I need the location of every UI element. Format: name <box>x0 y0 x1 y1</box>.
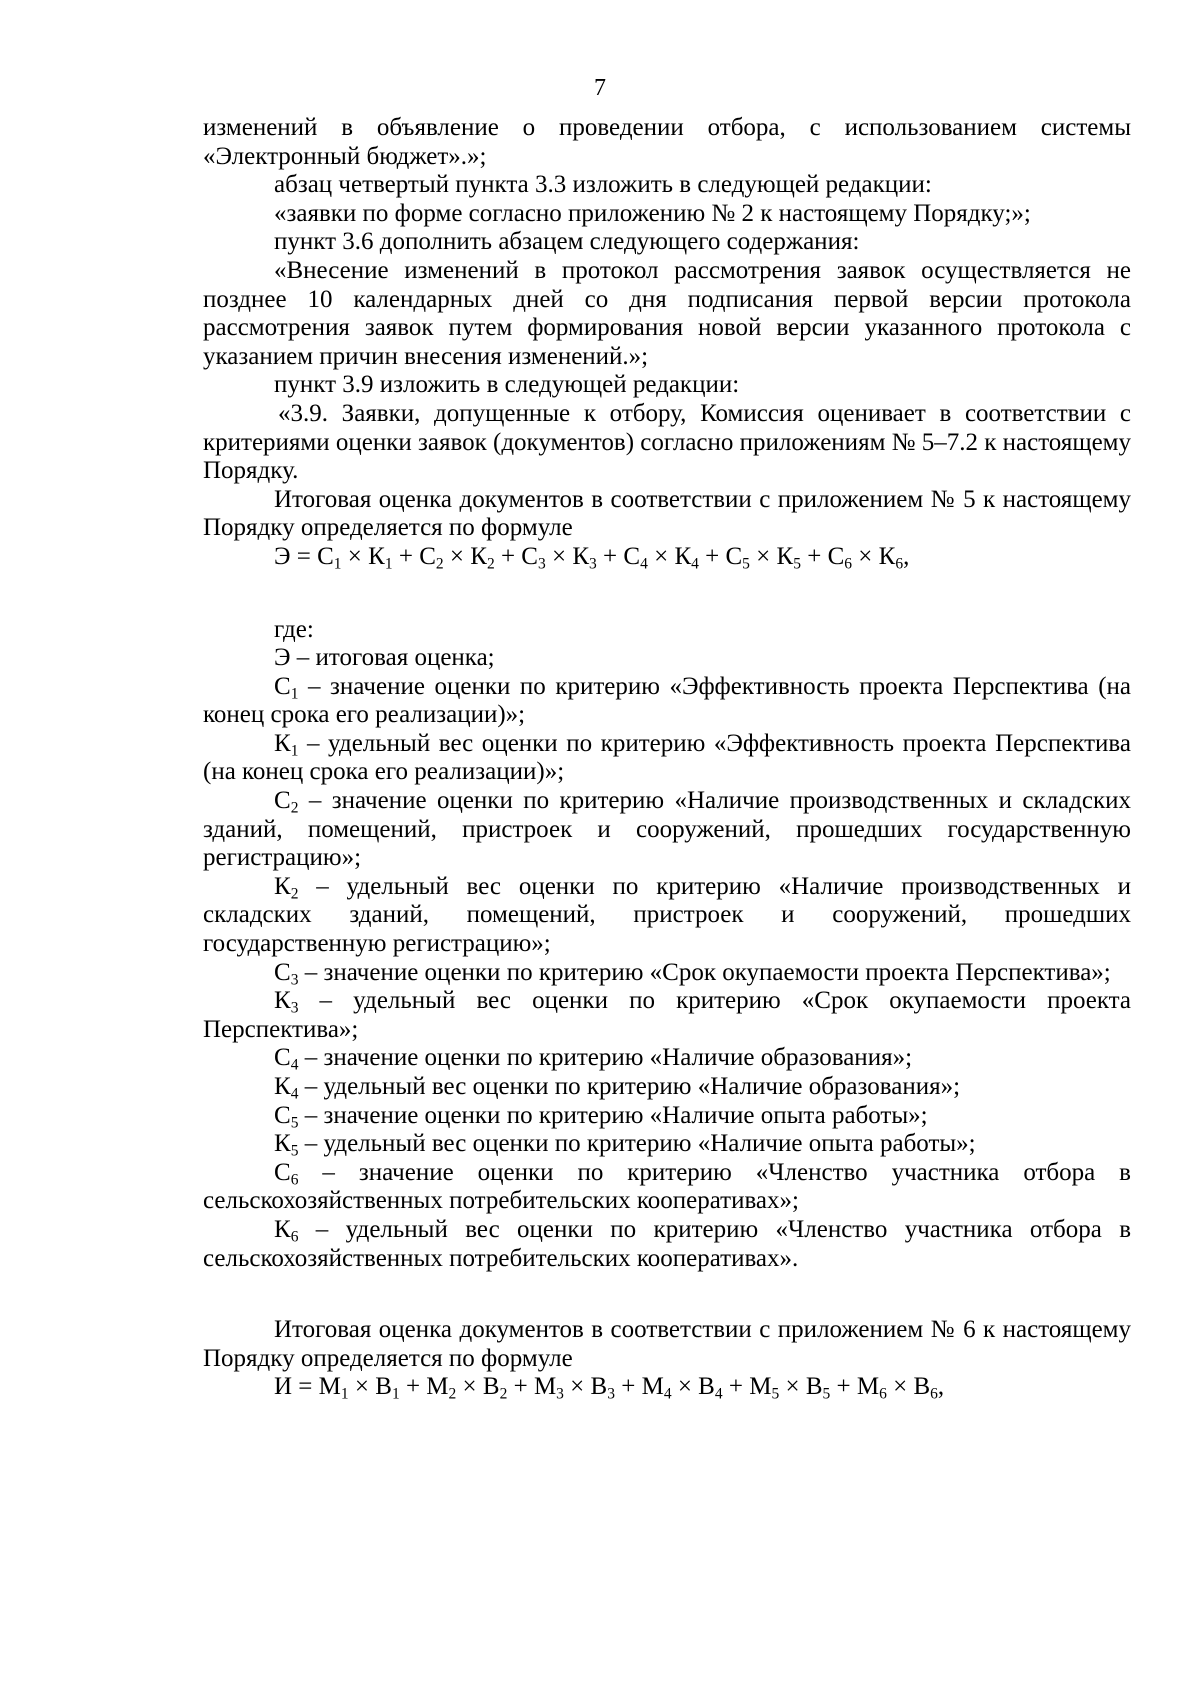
formula-symbol: С <box>317 542 334 570</box>
formula-symbol: К <box>878 542 896 570</box>
definition-text: – удельный вес оценки по критерию «Наличие опыта работы»; <box>298 1130 976 1158</box>
formula-symbol: В <box>590 1373 608 1401</box>
definition-text: – удельный вес оценки по критерию «Наличие образования»; <box>298 1073 961 1100</box>
definition-text: – удельный вес оценки по критерию «Наличие производственных и складских зданий, помещений, пристроек и сооружений, прошедших государственную регистрацию»; <box>203 872 1131 958</box>
definition-index: 3 <box>290 970 299 988</box>
formula-operator: + <box>698 542 726 570</box>
formula-symbol: К <box>470 542 487 570</box>
formula-symbol: К <box>776 542 794 570</box>
formula-operator: + <box>494 542 522 570</box>
definition-item <box>203 787 1131 873</box>
definition-text: – значение оценки по критерию «Срок окупаемости проекта Перспектива»; <box>298 958 1111 986</box>
formula-total-score-e <box>203 543 1131 572</box>
formula-symbol: М <box>533 1373 557 1401</box>
formula-symbol: М <box>749 1373 772 1401</box>
definition-symbol: К <box>274 987 291 1015</box>
formula-symbol: М <box>426 1373 449 1401</box>
formula-operator: × <box>545 542 573 570</box>
formula-index: 2 <box>486 555 495 573</box>
definition-item <box>203 1130 1131 1159</box>
definition-index: 3 <box>290 999 299 1017</box>
formula-symbol: В <box>698 1373 715 1401</box>
definition-symbol: Э <box>274 644 291 672</box>
definition-text: – итоговая оценка; <box>290 644 495 672</box>
formula-operator: + <box>596 542 624 570</box>
formula-lhs: И = <box>274 1373 319 1401</box>
definition-item <box>203 1102 1131 1131</box>
paragraph-amendment-3-3: абзац четвертый пункта 3.3 изложить в следующей редакции: <box>274 171 932 199</box>
definition-symbol: К <box>274 1130 291 1158</box>
formula-index: 1 <box>391 1385 400 1403</box>
formula-end: , <box>903 542 910 570</box>
paragraph-formula-intro-1: Итоговая оценка документов в соответствии с приложением № 5 к настоящему Порядку определяется по формуле <box>203 485 1131 542</box>
formula-index: 1 <box>333 555 342 573</box>
definition-text: – удельный вес оценки по критерию «Членство участника отбора в сельскохозяйственных потребительских кооперативах». <box>203 1215 1131 1272</box>
definition-item <box>203 873 1131 959</box>
definition-symbol: К <box>274 872 291 900</box>
definition-symbol: К <box>274 729 291 757</box>
formula-symbol: В <box>913 1373 931 1401</box>
formula-index: 5 <box>771 1385 780 1403</box>
formula-index: 3 <box>556 1385 564 1403</box>
formula-term <box>419 542 495 573</box>
formula-symbol: С <box>623 542 641 570</box>
definition-symbol: С <box>274 1044 291 1072</box>
formula-index: 4 <box>640 555 648 573</box>
definition-symbol: С <box>274 672 291 700</box>
definition-index: 4 <box>290 1085 299 1103</box>
formula-term <box>426 1373 508 1403</box>
formula-symbol: В <box>805 1373 823 1401</box>
formula-term <box>521 542 597 573</box>
formula-operator: × <box>749 542 777 570</box>
paragraph-amendment-3-9: пункт 3.9 изложить в следующей редакции: <box>274 371 740 399</box>
definition-text: – удельный вес оценки по критерию «Срок окупаемости проекта Перспектива»; <box>203 987 1131 1043</box>
paragraph-continuation: изменений в объявление о проведении отбора, с использованием системы «Электронный бюджет».»; <box>203 114 1131 170</box>
formula-operator: × <box>886 1373 914 1401</box>
definition-index: 1 <box>290 742 299 760</box>
paragraph-formula-intro-2: Итоговая оценка документов в соответствии с приложением № 6 к настоящему Порядку определяется по формуле <box>203 1316 1131 1372</box>
formula-operator: + <box>392 542 420 570</box>
definition-text: – значение оценки по критерию «Наличие производственных и складских зданий, помещений, пристроек и сооружений, прошедших государственную регистрацию»; <box>203 787 1131 872</box>
definition-index: 6 <box>290 1171 299 1189</box>
document-body <box>203 114 1131 1402</box>
formula-term <box>533 1373 615 1403</box>
formula-term <box>827 542 904 573</box>
formula-index: 5 <box>793 555 801 573</box>
formula-index: 6 <box>844 555 853 573</box>
definition-symbol: С <box>274 1101 291 1129</box>
formula-index: 2 <box>448 1385 457 1403</box>
definition-symbol: С <box>274 1158 291 1186</box>
formula-index: 3 <box>607 1385 615 1403</box>
definition-item <box>203 987 1131 1044</box>
definition-index: 2 <box>290 885 299 903</box>
formula-operator: + <box>830 1373 857 1401</box>
formula-operator: × <box>779 1373 806 1401</box>
formula-term <box>318 1373 400 1403</box>
definition-item <box>203 673 1131 730</box>
formula-symbol: К <box>674 542 692 570</box>
paragraph-quote-3-3: «заявки по форме согласно приложению № 2 к настоящему Порядку;»; <box>274 199 1031 227</box>
definitions-list <box>203 644 1131 1273</box>
formula-total-score-i <box>203 1373 1131 1402</box>
definition-symbol: К <box>274 1073 291 1100</box>
formula-lhs: Э = <box>274 542 318 570</box>
formula-index: 1 <box>340 1385 349 1403</box>
formula-operator: × <box>671 1373 699 1401</box>
definition-item <box>203 1159 1131 1216</box>
formula-symbol: М <box>856 1373 880 1401</box>
formula-index: 2 <box>435 555 444 573</box>
definition-text: – значение оценки по критерию «Наличие опыта работы»; <box>298 1101 928 1129</box>
definition-index: 5 <box>290 1142 299 1160</box>
formula-symbol: В <box>482 1373 500 1401</box>
formula-operator: × <box>563 1373 591 1401</box>
formula-index: 5 <box>742 555 750 573</box>
formula-operator: + <box>507 1373 534 1401</box>
formula-index: 6 <box>879 1385 887 1403</box>
definition-text: – значение оценки по критерию «Наличие образования»; <box>298 1044 913 1072</box>
formula-symbol: С <box>725 542 743 570</box>
paragraph-amendment-3-6: пункт 3.6 дополнить абзацем следующего содержания: <box>274 228 860 256</box>
definition-index: 2 <box>290 799 299 817</box>
definition-symbol: С <box>274 958 291 986</box>
formula-operator: + <box>399 1373 427 1401</box>
formula-symbol: М <box>641 1373 664 1401</box>
formula-index: 6 <box>930 1385 938 1403</box>
formula-symbol: К <box>572 542 590 570</box>
formula-index: 6 <box>895 555 904 573</box>
page-number: 7 <box>594 75 606 101</box>
formula-term <box>856 1373 938 1403</box>
definition-index: 6 <box>290 1228 299 1246</box>
formula-term <box>725 542 801 573</box>
definition-index: 5 <box>290 1113 299 1131</box>
formula-operator: + <box>614 1373 642 1401</box>
formula-index: 4 <box>663 1385 672 1403</box>
formula-symbol: С <box>827 542 845 570</box>
formula-end: , <box>937 1373 945 1401</box>
formula-term <box>641 1373 723 1403</box>
formula-index: 3 <box>589 555 597 573</box>
formula-term <box>623 542 699 573</box>
formula-symbol: К <box>368 542 385 570</box>
formula-operator: × <box>647 542 675 570</box>
definition-symbol: С <box>274 787 291 815</box>
formula-index: 3 <box>537 555 546 573</box>
formula-index: 2 <box>499 1385 508 1403</box>
formula-operator: × <box>456 1373 483 1401</box>
definition-index: 4 <box>290 1056 299 1074</box>
where-label: где: <box>274 615 314 643</box>
formula-operator: × <box>443 542 471 570</box>
definition-item <box>203 959 1131 988</box>
definition-item <box>203 1216 1131 1273</box>
definition-text: – удельный вес оценки по критерию «Эффективность проекта Перспектива (на конец срока его реализации)»; <box>203 729 1131 786</box>
formula-symbol: М <box>318 1373 341 1401</box>
formula-symbol: В <box>375 1373 392 1401</box>
formula-term <box>749 1373 831 1403</box>
formula-operator: × <box>852 542 879 570</box>
formula-index: 4 <box>714 1385 723 1403</box>
paragraph-quote-3-9: «3.9. Заявки, допущенные к отбору, Комиссия оценивает в соответствии с критериями оценки заявок (документов) согласно приложениям № 5–7.2 к настоящему Порядку. <box>203 399 1131 485</box>
definition-text: – значение оценки по критерию «Членство участника отбора в сельскохозяйственных потребительских кооперативах»; <box>203 1158 1131 1215</box>
definition-index: 1 <box>290 685 299 703</box>
formula-operator: × <box>348 1373 376 1401</box>
definition-item <box>203 644 1131 673</box>
definition-text: – значение оценки по критерию «Эффективность проекта Перспектива (на конец срока его реализации)»; <box>203 672 1131 729</box>
formula-index: 1 <box>384 555 393 573</box>
formula-operator: × <box>341 542 369 570</box>
formula-symbol: С <box>419 542 436 570</box>
formula-operator: + <box>800 542 828 570</box>
formula-index: 5 <box>822 1385 831 1403</box>
formula-symbol: С <box>521 542 538 570</box>
formula-index: 4 <box>691 555 699 573</box>
definition-symbol: К <box>274 1215 291 1243</box>
formula-term <box>317 542 393 573</box>
formula-operator: + <box>722 1373 750 1401</box>
paragraph-quote-3-6: «Внесение изменений в протокол рассмотрения заявок осуществляется не позднее 10 календарных дней со дня подписания первой версии протокола рассмотрения заявок путем формирования новой версии указанного протокола с указанием причин внесения изменений.»; <box>203 256 1131 370</box>
definition-item <box>203 1073 1131 1102</box>
definition-item <box>203 1044 1131 1073</box>
definition-item <box>203 730 1131 787</box>
